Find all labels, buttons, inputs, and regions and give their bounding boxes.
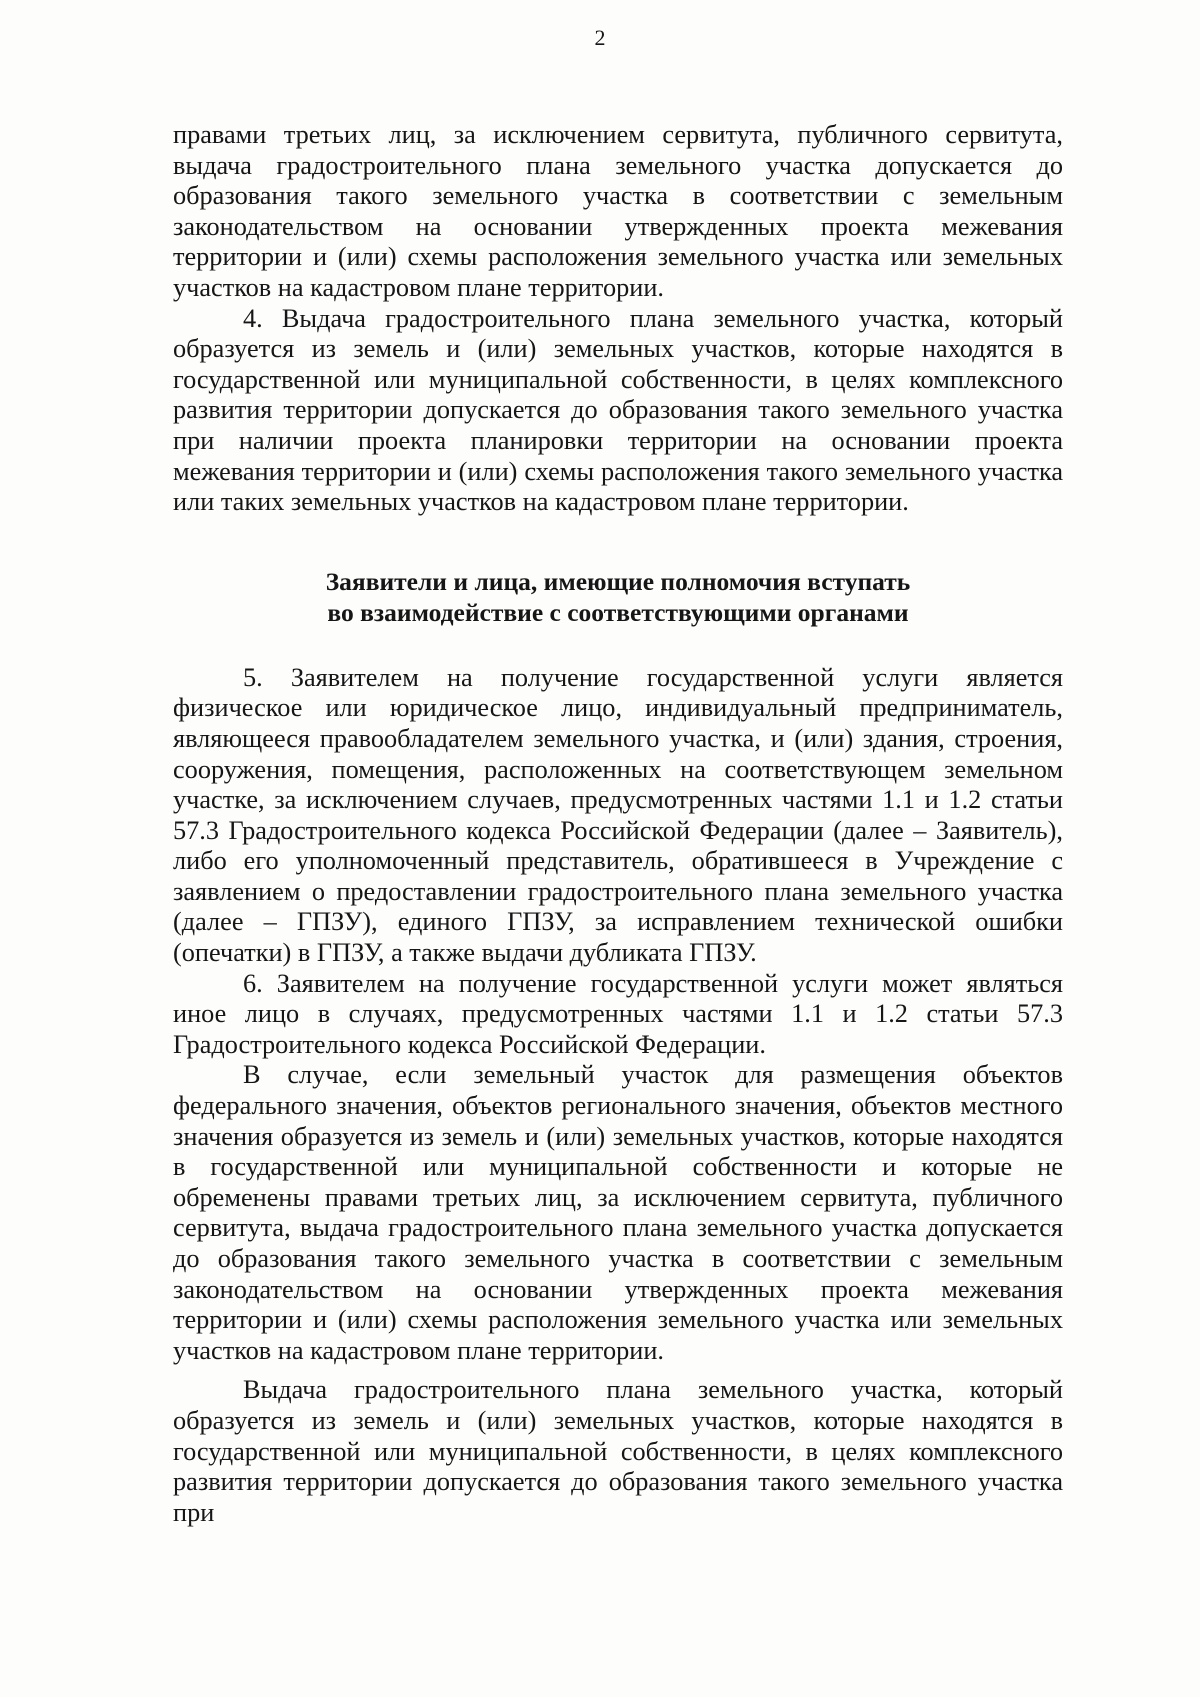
paragraph-issuance: Выдача градостроительного плана земельного участка, который образуется из земель и (или) земельных участков, которые находятся в государственной или муниципальной собственности, в целях комплексного развития территории допускается до образования такого земельного участка при bbox=[173, 1375, 1063, 1527]
section-heading-line-2: во взаимодействие с соответствующими органами bbox=[327, 598, 909, 628]
section-heading bbox=[173, 566, 1063, 629]
document-body bbox=[173, 120, 1063, 1528]
paragraph-item-4: 4. Выдача градостроительного плана земельного участка, который образуется из земель и (или) земельных участков, которые находятся в государственной или муниципальной собственности, в целях комплексного развития территории допускается до образования такого земельного участка при наличии проекта планировки территории на основании проекта межевания территории и (или) схемы расположения такого земельного участка или таких земельных участков на кадастровом плане территории. bbox=[173, 303, 1063, 517]
paragraph-case: В случае, если земельный участок для размещения объектов федерального значения, объектов регионального значения, объектов местного значения образуется из земель и (или) земельных участков, которые находятся в государственной или муниципальной собственности и которые не обременены правами третьих лиц, за исключением сервитута, публичного сервитута, выдача градостроительного плана земельного участка допускается до образования такого земельного участка в соответствии с земельным законодательством на основании утвержденных проекта межевания территории и (или) схемы расположения земельного участка или земельных участков на кадастровом плане территории. bbox=[173, 1060, 1063, 1365]
page-number: 2 bbox=[594, 25, 606, 50]
paragraph-continuation: правами третьих лиц, за исключением сервитута, публичного сервитута, выдача градостроительного плана земельного участка допускается до образования такого земельного участка в соответствии с земельным законодательством на основании утвержденных проекта межевания территории и (или) схемы расположения земельного участка или земельных участков на кадастровом плане территории. bbox=[173, 120, 1063, 302]
paragraph-item-6: 6. Заявителем на получение государственной услуги может являться иное лицо в случаях, предусмотренных частями 1.1 и 1.2 статьи 57.3 Градостроительного кодекса Российской Федерации. bbox=[173, 968, 1063, 1059]
section-heading-line-1: Заявители и лица, имеющие полномочия вступать bbox=[325, 566, 911, 596]
paragraph-item-5: 5. Заявителем на получение государственной услуги является физическое или юридическое лицо, индивидуальный предприниматель, являющееся правообладателем земельного участка, и (или) здания, строения, сооружения, помещения, расположенных на соответствующем земельном участке, за исключением случаев, предусмотренных частями 1.1 и 1.2 статьи 57.3 Градостроительного кодекса Российской Федерации (далее – Заявитель), либо его уполномоченный представитель, обратившееся в Учреждение с заявлением о предоставлении градостроительного плана земельного участка (далее – ГПЗУ), единого ГПЗУ, за исправлением технической ошибки (опечатки) в ГПЗУ, а также выдачи дубликата ГПЗУ. bbox=[173, 662, 1063, 968]
